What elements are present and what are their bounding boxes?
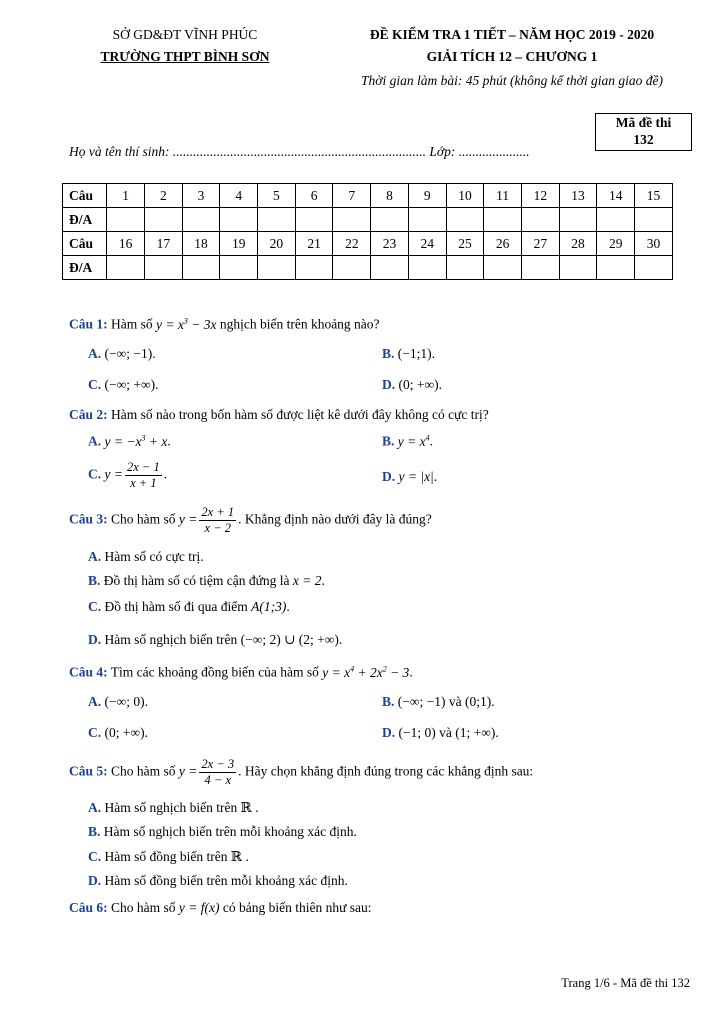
option-label: A. [88, 346, 102, 361]
formula: (−∞; −1) [397, 694, 446, 709]
table-cell: 4 [220, 184, 258, 208]
answer-option-c[interactable]: C. y = $\frac{2x - 1}{x + 1}$ . [88, 460, 168, 490]
option-label: C. [88, 725, 102, 740]
formula: (−1;1). [397, 346, 435, 361]
table-cell: 17 [144, 232, 182, 256]
table-cell: Đ/A [63, 208, 107, 232]
option-text: Hàm số đồng biến trên ℝ . [104, 849, 249, 864]
answer-cell[interactable] [182, 256, 220, 280]
answer-option-b[interactable] [88, 824, 357, 840]
table-cell: 8 [371, 184, 409, 208]
option-text: Hàm số có cực trị. [104, 549, 204, 564]
answer-cell[interactable] [107, 208, 145, 232]
answer-cell[interactable] [635, 208, 673, 232]
question-label: Câu 5: [69, 763, 108, 779]
table-cell: 7 [333, 184, 371, 208]
question-text: Tìm các khoảng đồng biến của hàm số [110, 664, 319, 680]
option-label: B. [382, 433, 395, 449]
question-5 [69, 757, 533, 788]
option-label: B. [88, 573, 101, 588]
formula: y = f(x) [178, 900, 220, 915]
exam-code-label: Mã đề thi [615, 115, 672, 130]
table-cell: 3 [182, 184, 220, 208]
exam-subject: GIẢI TÍCH 12 – CHƯƠNG 1 [426, 49, 598, 64]
student-info-line: Họ và tên thí sinh: ........................................................................... Lớp: ..................... [69, 144, 530, 159]
answer-table-row [63, 208, 673, 232]
option-label: B. [88, 824, 101, 839]
answer-cell[interactable] [144, 208, 182, 232]
formula: $y = -x^3 + x$ [104, 433, 168, 449]
exam-code-value: 132 [633, 132, 654, 147]
table-cell: Câu [63, 232, 107, 256]
question-label: Câu 2: [69, 407, 108, 422]
answer-cell[interactable] [522, 256, 560, 280]
option-label: C. [88, 466, 102, 482]
answer-cell[interactable] [182, 208, 220, 232]
table-cell: 16 [107, 232, 145, 256]
option-label: A. [88, 549, 102, 564]
fraction: $\frac{2x - 3}{4 - x}$ [201, 757, 235, 787]
answer-cell[interactable] [107, 256, 145, 280]
formula: (0;1). [464, 694, 495, 709]
table-cell: 28 [559, 232, 597, 256]
answer-option-c[interactable]: C. Đồ thị hàm số đi qua điểm A(1;3). [88, 599, 290, 614]
answer-cell[interactable] [220, 256, 258, 280]
question-2 [69, 407, 489, 423]
answer-cell[interactable] [522, 208, 560, 232]
option-label: B. [382, 694, 395, 709]
answer-option-a[interactable]: A. $y = -x^3 + x$. [88, 433, 171, 449]
answer-option-c[interactable] [88, 725, 148, 741]
exam-title: ĐỀ KIỂM TRA 1 TIẾT – NĂM HỌC 2019 - 2020 [369, 27, 655, 42]
table-cell: 30 [635, 232, 673, 256]
answer-cell[interactable] [220, 208, 258, 232]
formula: $y = x^4$ [397, 433, 430, 449]
table-cell: 5 [258, 184, 296, 208]
answer-cell[interactable] [295, 208, 333, 232]
question-3 [69, 505, 432, 536]
answer-cell[interactable] [446, 256, 484, 280]
page-footer: Trang 1/6 - Mã đề thi 132 [561, 976, 690, 990]
table-cell: 11 [484, 184, 522, 208]
question-text: nghịch biến trên khoảng nào? [219, 316, 380, 332]
formula: (−∞; +∞). [104, 377, 159, 392]
school-name: TRƯỜNG THPT BÌNH SƠN [100, 49, 270, 64]
table-cell: 29 [597, 232, 635, 256]
answer-cell[interactable] [559, 256, 597, 280]
answer-cell[interactable] [597, 208, 635, 232]
question-text: Cho hàm số [111, 763, 176, 779]
answer-option-b[interactable] [382, 346, 435, 362]
option-label: A. [88, 694, 102, 709]
table-cell: 23 [371, 232, 409, 256]
answer-option-d[interactable]: D. y = |x|. [382, 469, 438, 484]
table-cell: 18 [182, 232, 220, 256]
question-label: Câu 1: [69, 316, 108, 332]
answer-cell[interactable] [559, 208, 597, 232]
answer-option-c[interactable] [88, 377, 158, 393]
formula: (0; +∞). [398, 377, 442, 392]
exam-code-box [595, 113, 692, 151]
option-label: D. [382, 469, 396, 484]
answer-option-d[interactable] [382, 725, 499, 741]
answer-option-c[interactable] [88, 849, 249, 865]
option-label: D. [88, 632, 102, 647]
option-text: Hàm số nghịch biến trên [104, 632, 238, 647]
answer-option-b[interactable]: B. Đồ thị hàm số có tiệm cận đứng là x = 2. [88, 573, 325, 588]
formula: y = |x| [398, 469, 434, 484]
formula: (−∞; −1). [104, 346, 156, 361]
answer-cell[interactable] [333, 256, 371, 280]
answer-cell[interactable] [408, 208, 446, 232]
formula: A(1;3) [251, 599, 287, 614]
question-6 [69, 900, 372, 916]
table-cell: 21 [295, 232, 333, 256]
table-cell: 20 [258, 232, 296, 256]
table-cell: 10 [446, 184, 484, 208]
question-text: Cho hàm số [111, 511, 176, 527]
answer-table-row [63, 256, 673, 280]
formula: (−1; 0) [398, 725, 436, 740]
option-label: D. [382, 377, 396, 392]
answer-cell[interactable] [371, 208, 409, 232]
formula: y = [178, 763, 198, 779]
question-label: Câu 6: [69, 900, 108, 915]
department-name: SỞ GD&ĐT VĨNH PHÚC [112, 27, 258, 42]
answer-cell[interactable] [408, 256, 446, 280]
answer-table [62, 183, 673, 280]
option-label: A. [88, 433, 102, 449]
answer-option-a[interactable] [88, 346, 156, 362]
option-label: A. [88, 800, 102, 815]
option-label: C. [88, 377, 102, 392]
option-label: D. [382, 725, 396, 740]
formula: (−∞; 2) ∪ (2; +∞). [240, 632, 343, 647]
option-text: và [448, 694, 462, 709]
table-cell: 13 [559, 184, 597, 208]
answer-cell[interactable] [371, 256, 409, 280]
option-label: C. [88, 849, 102, 864]
formula: (−∞; 0). [104, 694, 148, 709]
formula: y = [178, 511, 198, 527]
answer-cell[interactable] [484, 208, 522, 232]
table-cell: 9 [408, 184, 446, 208]
formula: x = 2 [292, 573, 322, 588]
answer-option-d[interactable] [382, 377, 442, 393]
answer-table-row [63, 232, 673, 256]
table-cell: 6 [295, 184, 333, 208]
option-text: Hàm số nghịch biến trên mỗi khoảng xác định. [103, 824, 357, 839]
answer-option-b[interactable]: B. $y = x^4$. [382, 433, 433, 449]
table-cell: 2 [144, 184, 182, 208]
answer-table-row [63, 184, 673, 208]
exam-time-note: Thời gian làm bài: 45 phút (không kể thời gian giao đề) [360, 73, 663, 88]
table-cell: 27 [522, 232, 560, 256]
answer-cell[interactable] [144, 256, 182, 280]
option-label: B. [382, 346, 395, 361]
answer-option-d[interactable] [88, 873, 348, 889]
table-cell: Đ/A [63, 256, 107, 280]
question-4: Câu 4: Tìm các khoảng đồng biến của hàm số $y = x^4 + 2x^2 - 3$. [69, 664, 413, 680]
answer-option-d[interactable] [88, 632, 342, 648]
question-1 [69, 316, 380, 333]
option-text: và [439, 725, 452, 740]
table-cell: 24 [408, 232, 446, 256]
formula: (0; +∞). [104, 725, 148, 740]
option-label: C. [88, 599, 102, 614]
table-cell: Câu [63, 184, 107, 208]
table-cell: 19 [220, 232, 258, 256]
formula: $y = x^4 + 2x^2 - 3$ [322, 664, 410, 680]
option-text: Hàm số nghịch biến trên ℝ . [104, 800, 259, 815]
fraction: $\frac{2x + 1}{x - 2}$ [201, 505, 235, 535]
table-cell: 25 [446, 232, 484, 256]
table-cell: 26 [484, 232, 522, 256]
question-text: . Hãy chọn khẳng định đúng trong các khẳng định sau: [238, 763, 534, 779]
formula: $y = x^3 - 3x$ [156, 316, 217, 332]
question-text: có bảng biến thiên như sau: [222, 900, 372, 915]
fraction: $\frac{2x - 1}{x + 1}$ [126, 460, 160, 490]
question-text: Hàm số [111, 316, 153, 332]
answer-cell[interactable] [258, 208, 296, 232]
option-text: Đồ thị hàm số đi qua điểm [104, 599, 248, 614]
question-text: Hàm số nào trong bốn hàm số được liệt kê dưới đây không có cực trị? [111, 407, 489, 422]
formula: y = [104, 466, 123, 482]
table-cell: 1 [107, 184, 145, 208]
table-cell: 12 [522, 184, 560, 208]
answer-option-a[interactable] [88, 549, 204, 565]
table-cell: 22 [333, 232, 371, 256]
formula: (1; +∞). [455, 725, 499, 740]
answer-cell[interactable] [258, 256, 296, 280]
option-label: D. [88, 873, 102, 888]
answer-option-b[interactable] [382, 694, 495, 710]
table-cell: 14 [597, 184, 635, 208]
answer-cell[interactable] [446, 208, 484, 232]
question-text: Cho hàm số [111, 900, 176, 915]
question-text: . Khẳng định nào dưới đây là đúng? [238, 511, 432, 527]
option-text: Đồ thị hàm số có tiệm cận đứng là [103, 573, 290, 588]
answer-option-a[interactable] [88, 800, 259, 816]
option-text: Hàm số đồng biến trên mỗi khoảng xác định. [104, 873, 348, 888]
question-label: Câu 3: [69, 511, 108, 527]
answer-cell[interactable] [635, 256, 673, 280]
question-label: Câu 4: [69, 664, 108, 680]
answer-option-a[interactable] [88, 694, 148, 710]
answer-cell[interactable] [295, 256, 333, 280]
answer-cell[interactable] [484, 256, 522, 280]
answer-cell[interactable] [333, 208, 371, 232]
answer-cell[interactable] [597, 256, 635, 280]
table-cell: 15 [635, 184, 673, 208]
